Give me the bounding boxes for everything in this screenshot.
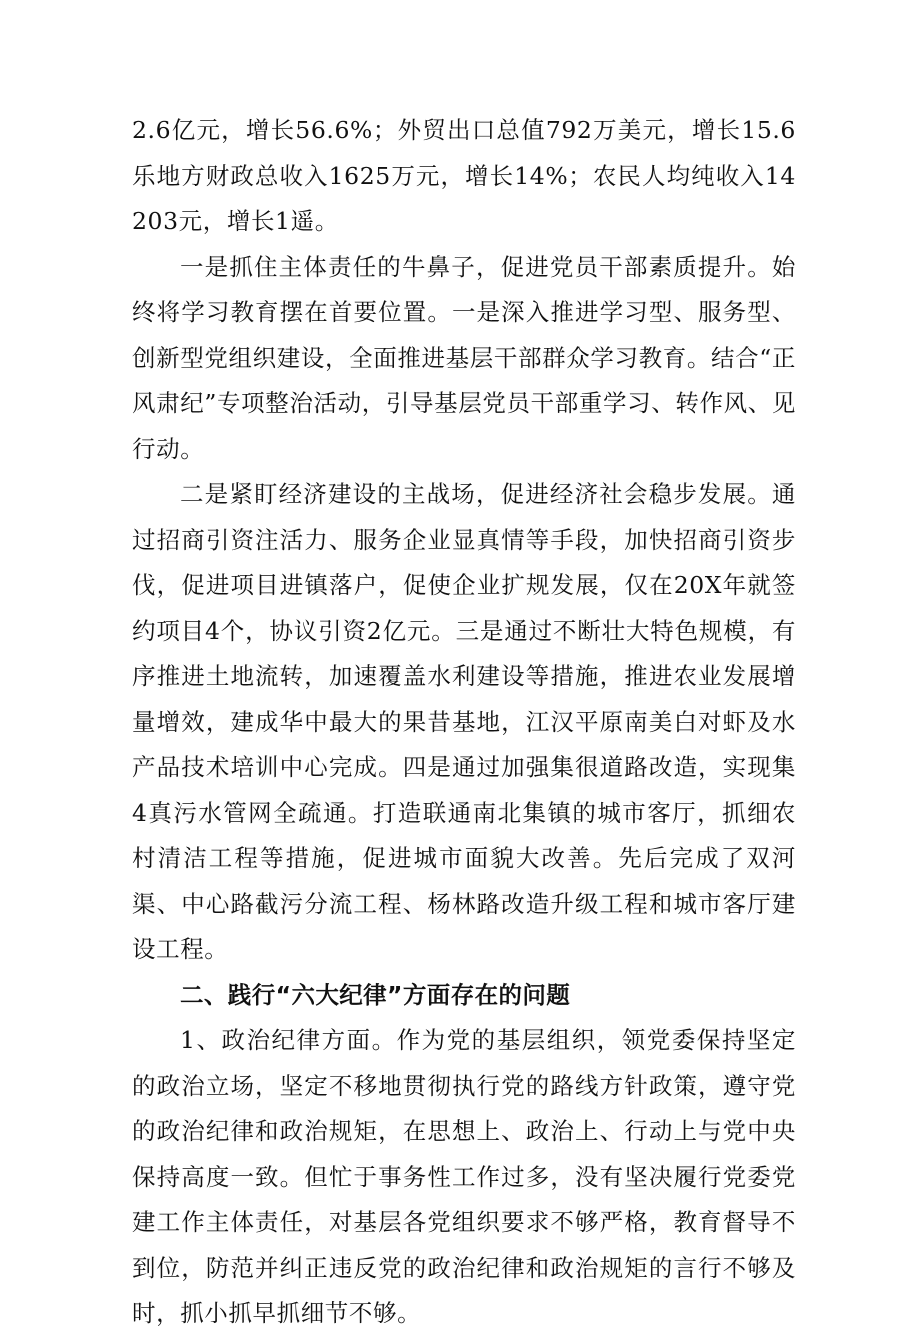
paragraph-economic-construction: 二是紧盯经济建设的主战场，促进经济社会稳步发展。通过招商引资注活力、服务企业显真情等手段，加快招商引资步伐，促进项目进镇落户，促使企业扩规发展，仅在20X年就签约项目4个，协议引资2亿元。三是通过不断壮大特色规模，有序推进土地流转，加速覆盖水利建设等措施，推进农业发展增量增效，建成华中最大的果昔基地，江汉平原南美白对虾及水产品技术培训中心完成。四是通过加强集很道路改造，实现集4真污水管网全疏通。打造联通南北集镇的城市客厅，抓细农村清洁工程等措施，促进城市面貌大改善。先后完成了双河渠、中心路截污分流工程、杨林路改造升级工程和城市客厅建设工程。 xyxy=(132,480,796,963)
paragraph-political-discipline: 1、政治纪律方面。作为党的基层组织，领党委保持坚定的政治立场，坚定不移地贯彻执行党的路线方针政策，遵守党的政治纪律和政治规矩，在思想上、政治上、行动上与党中央保持高度一致。但忙于事务性工作过多，没有坚决履行党委党建工作主体责任，对基层各党组织要求不够严格，教育督导不到位，防范并纠正违反党的政治纪律和政治规矩的言行不够及时，抓小抓早抓细节不够。 xyxy=(132,1026,796,1327)
paragraph-main-responsibility: 一是抓住主体责任的牛鼻子，促进党员干部素质提升。始终将学习教育摆在首要位置。一是深入推进学习型、服务型、创新型党组织建设，全面推进基层干部群众学习教育。结合“正风肃纪”专项整治活动，引导基层党员干部重学习、转作风、见行动。 xyxy=(132,252,796,463)
paragraph-statistics: 2.6亿元，增长56.6%；外贸出口总值792万美元，增长15.6乐地方财政总收入1625万元，增长14%；农民人均纯收入14203元，增长1遥。 xyxy=(132,116,796,235)
section-heading: 二、践行“六大纪律”方面存在的问题 xyxy=(180,980,571,1009)
document-body xyxy=(132,108,796,1337)
